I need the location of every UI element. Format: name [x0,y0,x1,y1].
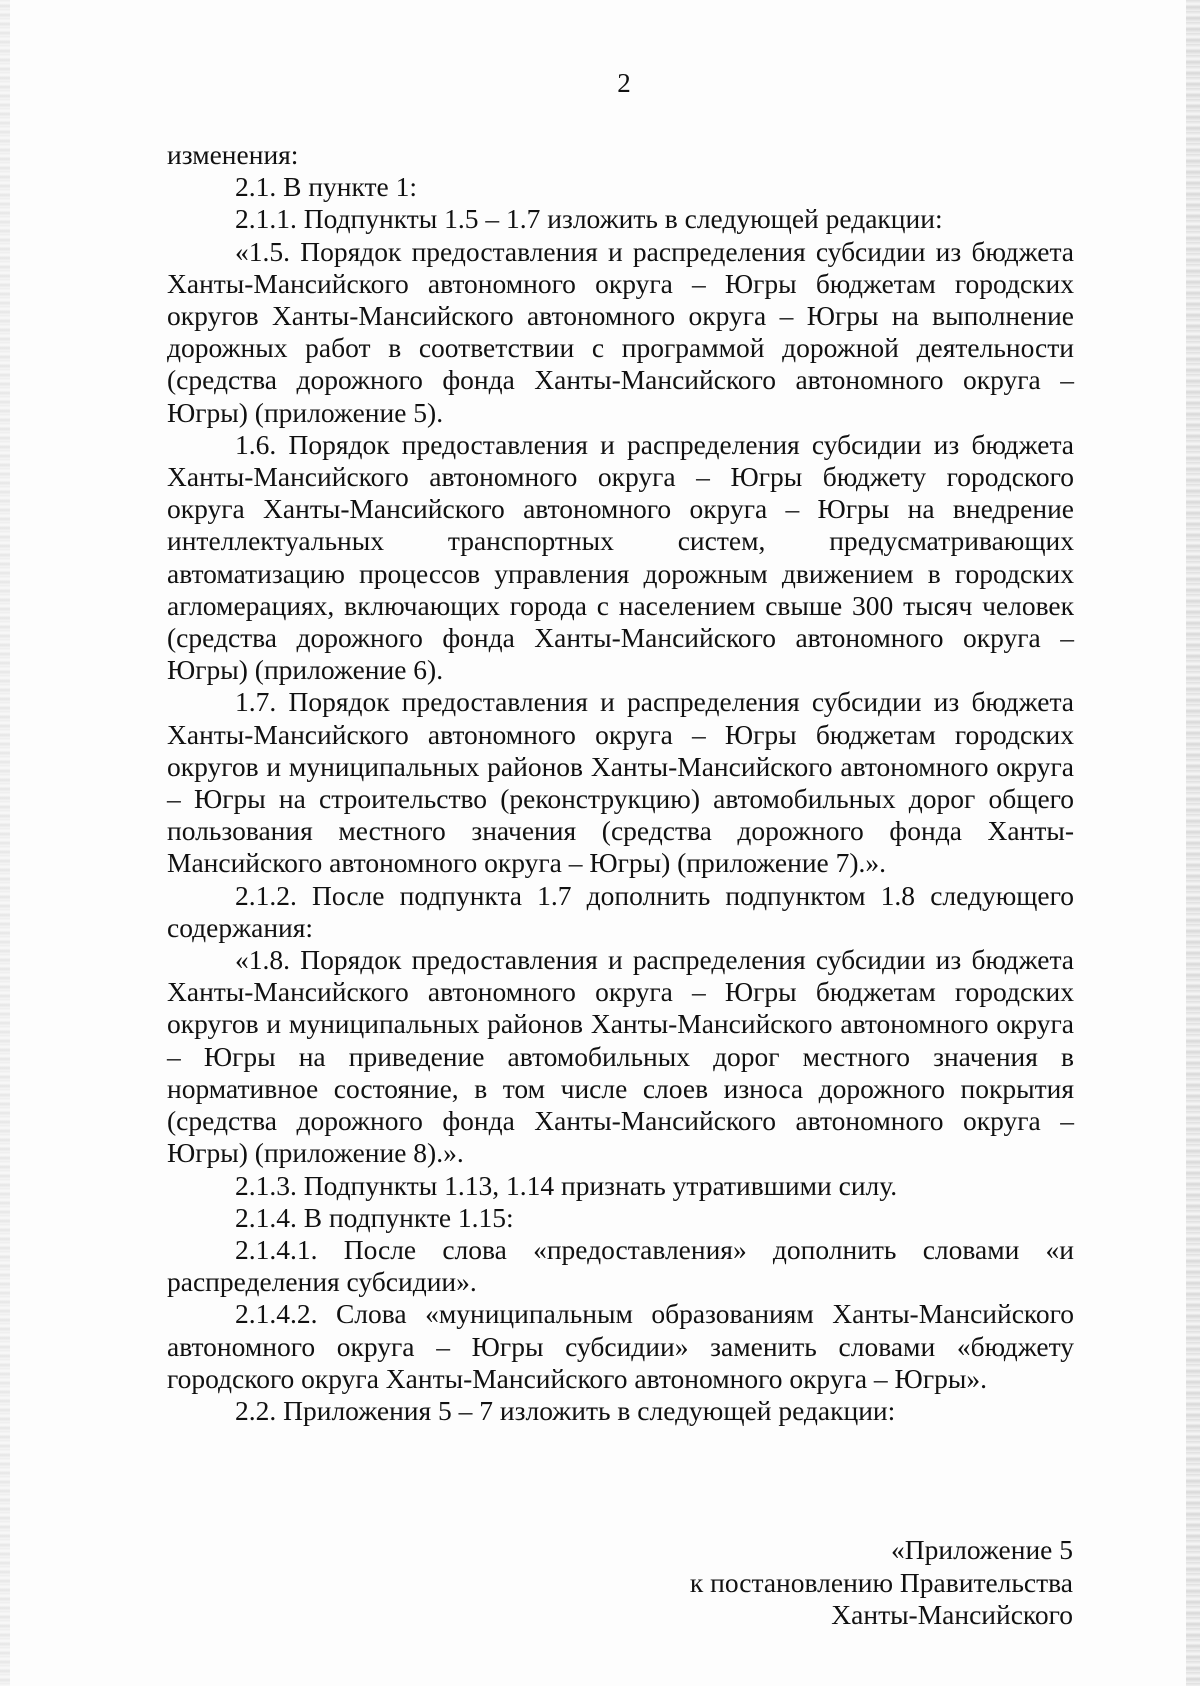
paragraph-1-8: «1.8. Порядок предоставления и распределения субсидии из бюджета Ханты-Мансийского автономного округа – Югры бюджетам городских округов и муниципальных районов Ханты-Мансийского автономного округа – Югры на приведение автомобильных дорог местного значения в нормативное состояние, в том числе слоев износа дорожного покрытия (средства дорожного фонда Ханты-Мансийского автономного округа – Югры) (приложение 8).». [167,944,1074,1169]
scan-edge-left [0,0,10,1686]
paragraph-2-1-2: 2.1.2. После подпункта 1.7 дополнить подпунктом 1.8 следующего содержания: [167,879,1074,943]
paragraph-changes-intro: изменения: [167,139,299,170]
appendix-region: Ханты-Мансийского [831,1599,1073,1630]
paragraph-1-7: 1.7. Порядок предоставления и распределения субсидии из бюджета Ханты-Мансийского автономного округа – Югры бюджетам городских округов и муниципальных районов Ханты-Мансийского автономного округа – Югры на строительство (реконструкцию) автомобильных дорог общего пользования местного значения (средства дорожного фонда Ханты-Мансийского автономного округа – Югры) (приложение 7).». [167,686,1074,879]
paragraph-2-1-1: 2.1.1. Подпункты 1.5 – 1.7 изложить в следующей редакции: [235,203,943,235]
paragraph-2-1-4: 2.1.4. В подпункте 1.15: [235,1201,514,1233]
appendix-subtitle: к постановлению Правительства [689,1566,1073,1598]
paragraph-1-6: 1.6. Порядок предоставления и распределения субсидии из бюджета Ханты-Мансийского автономного округа – Югры бюджету городского округа Ханты-Мансийского автономного округа – Югры на внедрение интеллектуальных транспортных систем, предусматривающих автоматизацию процессов управления дорожным движением в городских агломерациях, включающих города с населением свыше 300 тысяч человек (средства дорожного фонда Ханты-Мансийского автономного округа – Югры) (приложение 6). [167,428,1074,686]
paragraph-2-1-4-2: 2.1.4.2. Слова «муниципальным образованиям Ханты-Мансийского автономного округа – Югры субсидии» заменить словами «бюджету городского округа Ханты-Мансийского автономного округа – Югры». [167,1298,1074,1394]
page-number: 2 [617,68,631,98]
appendix-header [690,1534,1073,1632]
paragraph-2-1: 2.1. В пункте 1: [235,171,418,203]
scan-edge-right [1186,0,1200,1686]
appendix-title: «Приложение 5 [891,1534,1073,1565]
paragraph-2-1-3: 2.1.3. Подпункты 1.13, 1.14 признать утратившими силу. [235,1169,898,1201]
paragraph-2-1-4-1: 2.1.4.1. После слова «предоставления» дополнить словами «и распределения субсидии». [167,1233,1074,1298]
document-body [167,139,1074,1427]
paragraph-1-5: «1.5. Порядок предоставления и распределения субсидии из бюджета Ханты-Мансийского автономного округа – Югры бюджетам городских округов Ханты-Мансийского автономного округа – Югры на выполнение дорожных работ в соответствии с программой дорожной деятельности (средства дорожного фонда Ханты-Мансийского автономного округа – Югры) (приложение 5). [167,235,1074,428]
paragraph-2-2: 2.2. Приложения 5 – 7 изложить в следующей редакции: [235,1394,896,1426]
